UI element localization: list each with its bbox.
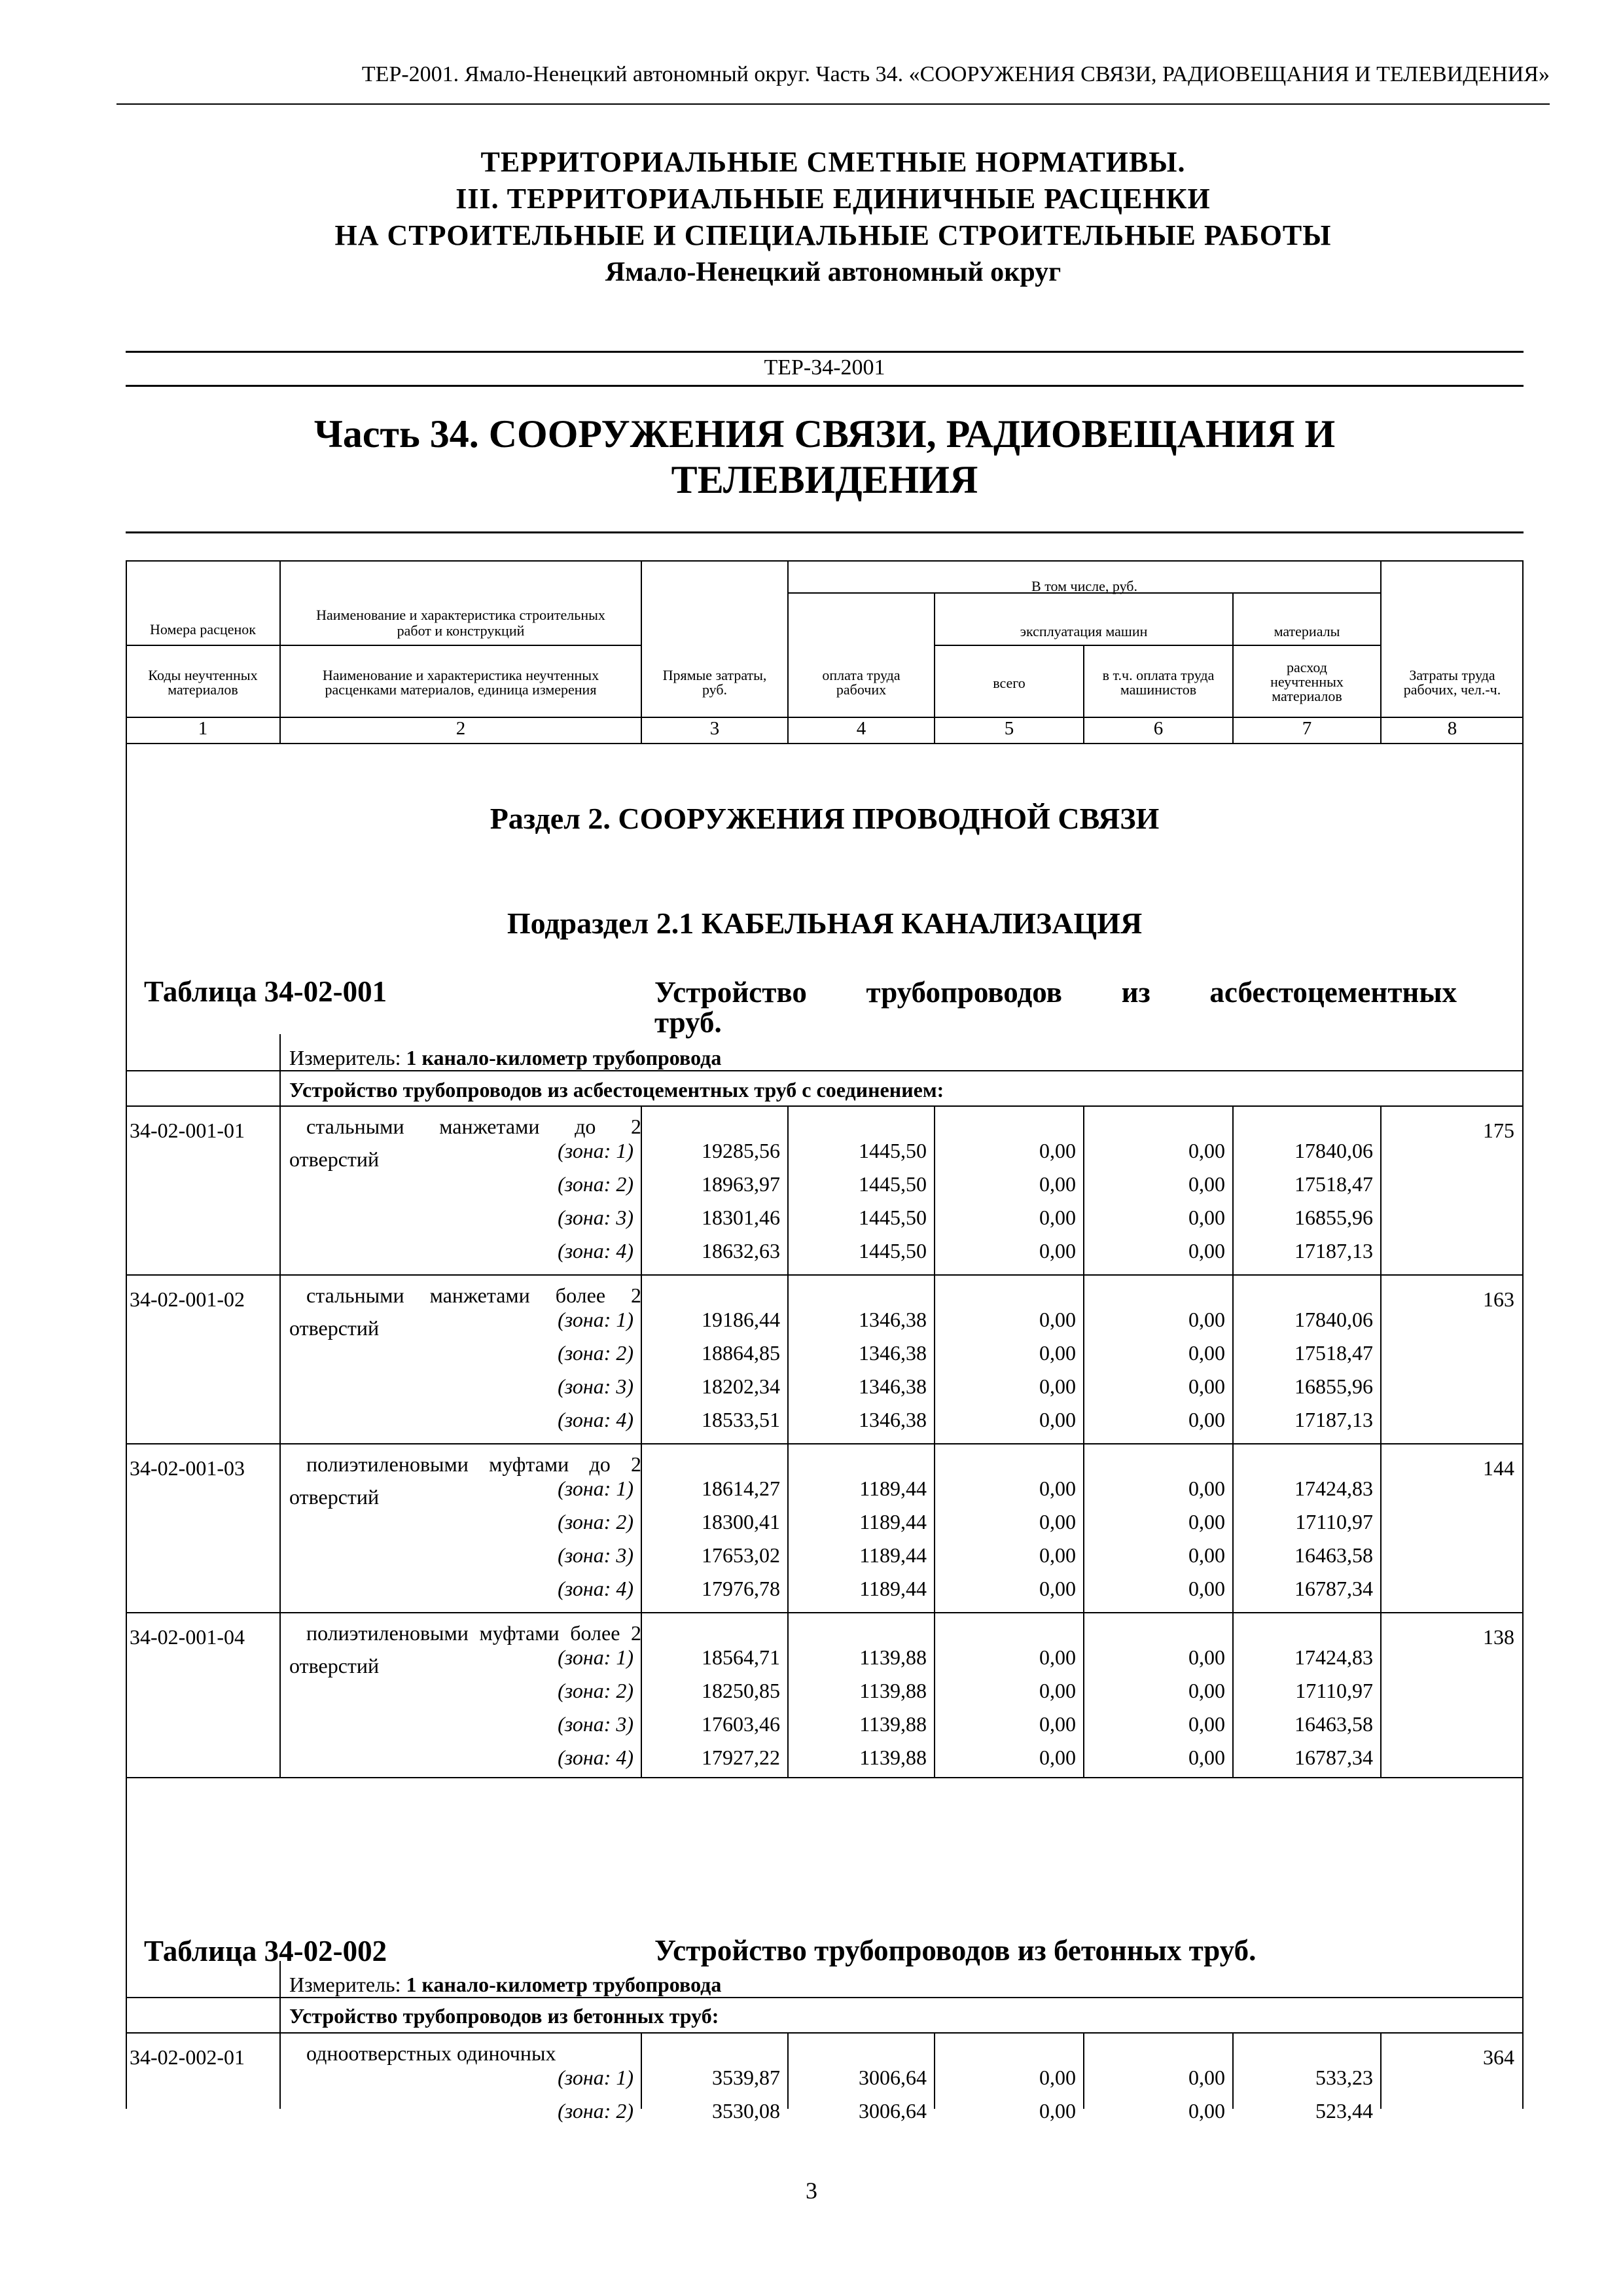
value-materials: 17187,13 bbox=[1294, 1239, 1373, 1263]
zone-label: (зона: 2) bbox=[558, 1679, 633, 1702]
header-operators-l1: в т.ч. оплата труда bbox=[1102, 667, 1215, 683]
labor-cost: 163 bbox=[1483, 1287, 1514, 1311]
value-wages: 1189,44 bbox=[859, 1510, 927, 1534]
value-materials: 16463,58 bbox=[1294, 1712, 1373, 1736]
title-line-1: ТЕРРИТОРИАЛЬНЫЕ СМЕТНЫЕ НОРМАТИВЫ. bbox=[480, 146, 1186, 178]
value-operators: 0,00 bbox=[1188, 1543, 1225, 1567]
column-number-7: 7 bbox=[1302, 718, 1312, 739]
zone-label: (зона: 1) bbox=[558, 1477, 633, 1500]
part-title bbox=[126, 411, 1524, 503]
value-direct: 17976,78 bbox=[702, 1577, 780, 1600]
value-materials: 16787,34 bbox=[1294, 1746, 1373, 1769]
table1-measure bbox=[289, 1045, 721, 1071]
rate-code: 34-02-001-03 bbox=[130, 1456, 245, 1480]
value-direct: 18533,51 bbox=[702, 1408, 780, 1431]
header-labor-l1: Затраты труда bbox=[1409, 667, 1495, 683]
value-direct: 3530,08 bbox=[712, 2099, 780, 2123]
value-direct: 18632,63 bbox=[702, 1239, 780, 1263]
value-materials: 533,23 bbox=[1315, 2066, 1373, 2089]
value-operators: 0,00 bbox=[1188, 2066, 1225, 2089]
header-wages-l1: оплата труда bbox=[822, 667, 901, 683]
code-rule-top bbox=[126, 351, 1524, 353]
zone-label: (зона: 1) bbox=[558, 1645, 633, 1669]
table1-name: Таблица 34-02-001 bbox=[144, 975, 387, 1008]
value-machines: 0,00 bbox=[1039, 1679, 1076, 1702]
header-unaccounted-l2: неучтенных bbox=[1270, 673, 1344, 690]
header-materials: материалы bbox=[1274, 623, 1340, 639]
value-wages: 3006,64 bbox=[859, 2099, 927, 2123]
rate-description: полиэтиленовыми муфтами более 2 отверстий bbox=[289, 1621, 641, 1677]
value-machines: 0,00 bbox=[1039, 1408, 1076, 1431]
zone-label: (зона: 2) bbox=[558, 1510, 633, 1534]
zone-label: (зона: 1) bbox=[558, 1139, 633, 1162]
header-machines: эксплуатация машин bbox=[1020, 623, 1148, 639]
value-direct: 18202,34 bbox=[702, 1374, 780, 1398]
value-machines: 0,00 bbox=[1039, 1206, 1076, 1229]
value-operators: 0,00 bbox=[1188, 1679, 1225, 1702]
value-operators: 0,00 bbox=[1188, 1510, 1225, 1534]
rate-description: стальными манжетами более 2 отверстий bbox=[289, 1283, 641, 1340]
part-title-line-1: Часть 34. СООРУЖЕНИЯ СВЯЗИ, РАДИОВЕЩАНИЯ И bbox=[313, 412, 1336, 456]
value-direct: 18564,71 bbox=[702, 1645, 780, 1669]
header-operators-l2: машинистов bbox=[1120, 681, 1197, 698]
header-unaccounted-l1: расход bbox=[1287, 659, 1327, 675]
value-wages: 1189,44 bbox=[859, 1577, 927, 1600]
header-work-name-l2: работ и конструкций bbox=[397, 622, 525, 639]
value-wages: 1346,38 bbox=[859, 1374, 927, 1398]
header-materials-name-l1: Наименование и характеристика неучтенных bbox=[322, 667, 599, 683]
column-number-2: 2 bbox=[455, 718, 466, 739]
value-operators: 0,00 bbox=[1188, 1239, 1225, 1263]
value-machines: 0,00 bbox=[1039, 1712, 1076, 1736]
header-unaccounted-l3: материалов bbox=[1272, 688, 1342, 704]
table1-title-line-1: Устройство трубопроводов из асбестоцементных bbox=[654, 976, 1457, 1009]
value-machines: 0,00 bbox=[1039, 1746, 1076, 1769]
labor-cost: 138 bbox=[1483, 1625, 1514, 1649]
column-number-8: 8 bbox=[1447, 718, 1457, 739]
table2-group-title: Устройство трубопроводов из бетонных труб: bbox=[289, 2004, 719, 2028]
zone-label: (зона: 2) bbox=[558, 2099, 633, 2123]
subsection-title: Подраздел 2.1 КАБЕЛЬНАЯ КАНАЛИЗАЦИЯ bbox=[507, 906, 1143, 940]
column-number-6: 6 bbox=[1153, 718, 1164, 739]
value-materials: 16787,34 bbox=[1294, 1577, 1373, 1600]
value-materials: 17424,83 bbox=[1294, 1645, 1373, 1669]
rate-code: 34-02-001-01 bbox=[130, 1119, 245, 1142]
value-operators: 0,00 bbox=[1188, 1408, 1225, 1431]
page-number: 3 bbox=[806, 2178, 817, 2204]
value-materials: 17187,13 bbox=[1294, 1408, 1373, 1431]
document-code: ТЕР-34-2001 bbox=[764, 355, 885, 380]
zone-label: (зона: 1) bbox=[558, 2066, 633, 2089]
value-wages: 1139,88 bbox=[859, 1746, 927, 1769]
table2-measure-value: 1 канало-километр трубопровода bbox=[406, 1973, 722, 1996]
value-materials: 17518,47 bbox=[1294, 1341, 1373, 1365]
value-materials: 16855,96 bbox=[1294, 1374, 1373, 1398]
rate-description: полиэтиленовыми муфтами до 2 отверстий bbox=[289, 1452, 641, 1509]
value-machines: 0,00 bbox=[1039, 2099, 1076, 2123]
zone-label: (зона: 4) bbox=[558, 1746, 633, 1769]
table2-measure bbox=[289, 1971, 721, 1998]
title-line-4: Ямало-Ненецкий автономный округ bbox=[605, 257, 1061, 287]
value-operators: 0,00 bbox=[1188, 1577, 1225, 1600]
header-including: В том числе, руб. bbox=[1031, 578, 1137, 594]
part-title-line-2: ТЕЛЕВИДЕНИЯ bbox=[671, 458, 978, 501]
value-wages: 1189,44 bbox=[859, 1543, 927, 1567]
value-wages: 1445,50 bbox=[859, 1139, 927, 1162]
value-machines: 0,00 bbox=[1039, 1308, 1076, 1331]
value-wages: 1189,44 bbox=[859, 1477, 927, 1500]
labor-cost: 175 bbox=[1483, 1119, 1514, 1142]
value-materials: 16855,96 bbox=[1294, 1206, 1373, 1229]
table2-title: Устройство трубопроводов из бетонных труб. bbox=[654, 1934, 1257, 1967]
table2-name: Таблица 34-02-002 bbox=[144, 1935, 387, 1967]
value-wages: 1445,50 bbox=[859, 1172, 927, 1196]
value-wages: 1139,88 bbox=[859, 1645, 927, 1669]
rate-code: 34-02-001-02 bbox=[130, 1287, 245, 1311]
header-machines-total: всего bbox=[993, 675, 1026, 691]
value-operators: 0,00 bbox=[1188, 1341, 1225, 1365]
rate-code: 34-02-002-01 bbox=[130, 2045, 245, 2069]
value-machines: 0,00 bbox=[1039, 1477, 1076, 1500]
value-wages: 1139,88 bbox=[859, 1679, 927, 1702]
value-machines: 0,00 bbox=[1039, 1374, 1076, 1398]
zone-label: (зона: 2) bbox=[558, 1341, 633, 1365]
value-materials: 523,44 bbox=[1315, 2099, 1373, 2123]
column-number-4: 4 bbox=[856, 718, 866, 739]
header-codes-l1: Коды неучтенных bbox=[148, 667, 258, 683]
running-head-rule bbox=[116, 103, 1550, 105]
value-machines: 0,00 bbox=[1039, 1239, 1076, 1263]
zone-label: (зона: 1) bbox=[558, 1308, 633, 1331]
title-line-3: НА СТРОИТЕЛЬНЫЕ И СПЕЦИАЛЬНЫЕ СТРОИТЕЛЬНЫЕ РАБОТЫ bbox=[334, 219, 1332, 251]
value-materials: 16463,58 bbox=[1294, 1543, 1373, 1567]
header-direct-costs-l2: руб. bbox=[702, 681, 728, 698]
labor-cost: 364 bbox=[1483, 2045, 1514, 2069]
rates-table bbox=[126, 560, 1524, 2123]
value-wages: 3006,64 bbox=[859, 2066, 927, 2089]
value-wages: 1445,50 bbox=[859, 1206, 927, 1229]
labor-cost: 144 bbox=[1483, 1456, 1514, 1480]
header-direct-costs-l1: Прямые затраты, bbox=[662, 667, 767, 683]
zone-label: (зона: 3) bbox=[558, 1206, 633, 1229]
value-direct: 17603,46 bbox=[702, 1712, 780, 1736]
value-materials: 17110,97 bbox=[1295, 1679, 1373, 1702]
value-machines: 0,00 bbox=[1039, 1510, 1076, 1534]
value-machines: 0,00 bbox=[1039, 1543, 1076, 1567]
value-materials: 17518,47 bbox=[1294, 1172, 1373, 1196]
value-machines: 0,00 bbox=[1039, 1172, 1076, 1196]
zone-label: (зона: 4) bbox=[558, 1577, 633, 1600]
zone-label: (зона: 4) bbox=[558, 1408, 633, 1431]
value-operators: 0,00 bbox=[1188, 1374, 1225, 1398]
document-title bbox=[116, 144, 1550, 291]
value-wages: 1346,38 bbox=[859, 1308, 927, 1331]
value-direct: 18301,46 bbox=[702, 1206, 780, 1229]
value-wages: 1445,50 bbox=[859, 1239, 927, 1263]
value-direct: 17927,22 bbox=[702, 1746, 780, 1769]
value-wages: 1346,38 bbox=[859, 1408, 927, 1431]
code-rule-bottom bbox=[126, 385, 1524, 387]
value-direct: 19186,44 bbox=[702, 1308, 780, 1331]
header-codes-l2: материалов bbox=[168, 681, 238, 698]
value-direct: 18614,27 bbox=[702, 1477, 780, 1500]
value-materials: 17110,97 bbox=[1295, 1510, 1373, 1534]
value-operators: 0,00 bbox=[1188, 1477, 1225, 1500]
table1-group-title: Устройство трубопроводов из асбестоцементных труб с соединением: bbox=[289, 1078, 944, 1102]
value-machines: 0,00 bbox=[1039, 1645, 1076, 1669]
value-operators: 0,00 bbox=[1188, 1746, 1225, 1769]
value-materials: 17424,83 bbox=[1294, 1477, 1373, 1500]
zone-label: (зона: 4) bbox=[558, 1239, 633, 1263]
value-operators: 0,00 bbox=[1188, 1645, 1225, 1669]
column-number-5: 5 bbox=[1004, 718, 1014, 739]
value-direct: 18963,97 bbox=[702, 1172, 780, 1196]
header-wages-l2: рабочих bbox=[836, 681, 887, 698]
value-materials: 17840,06 bbox=[1294, 1139, 1373, 1162]
rate-code: 34-02-001-04 bbox=[130, 1625, 245, 1649]
value-direct: 3539,87 bbox=[712, 2066, 780, 2089]
value-direct: 18250,85 bbox=[702, 1679, 780, 1702]
rate-description: одноотверстных одиночных bbox=[306, 2041, 556, 2065]
table2-measure-label: Измеритель: bbox=[289, 1973, 401, 1996]
header-materials-name-l2: расценками материалов, единица измерения bbox=[325, 681, 597, 698]
column-number-3: 3 bbox=[709, 718, 720, 739]
value-machines: 0,00 bbox=[1039, 1139, 1076, 1162]
header-labor-l2: рабочих, чел.-ч. bbox=[1403, 681, 1501, 698]
zone-label: (зона: 3) bbox=[558, 1374, 633, 1398]
value-machines: 0,00 bbox=[1039, 1577, 1076, 1600]
value-operators: 0,00 bbox=[1188, 1206, 1225, 1229]
value-operators: 0,00 bbox=[1188, 1172, 1225, 1196]
running-head: ТЕР-2001. Ямало-Ненецкий автономный округ. Часть 34. «СООРУЖЕНИЯ СВЯЗИ, РАДИОВЕЩАНИЯ И ТЕЛЕВИДЕНИЯ» bbox=[361, 62, 1550, 86]
section-title: Раздел 2. СООРУЖЕНИЯ ПРОВОДНОЙ СВЯЗИ bbox=[490, 802, 1160, 835]
value-direct: 18864,85 bbox=[702, 1341, 780, 1365]
header-work-name-l1: Наименование и характеристика строительных bbox=[316, 607, 605, 623]
value-operators: 0,00 bbox=[1188, 2099, 1225, 2123]
value-direct: 18300,41 bbox=[702, 1510, 780, 1534]
value-machines: 0,00 bbox=[1039, 2066, 1076, 2089]
value-machines: 0,00 bbox=[1039, 1341, 1076, 1365]
value-operators: 0,00 bbox=[1188, 1139, 1225, 1162]
table1-title-line-2: труб. bbox=[654, 1006, 722, 1039]
table1-measure-label: Измеритель: bbox=[289, 1046, 401, 1069]
table1-measure-value: 1 канало-километр трубопровода bbox=[406, 1046, 722, 1069]
value-operators: 0,00 bbox=[1188, 1308, 1225, 1331]
value-direct: 19285,56 bbox=[702, 1139, 780, 1162]
title-line-2: III. ТЕРРИТОРИАЛЬНЫЕ ЕДИНИЧНЫЕ РАСЦЕНКИ bbox=[455, 183, 1211, 215]
part-rule bbox=[126, 531, 1524, 533]
value-materials: 17840,06 bbox=[1294, 1308, 1373, 1331]
value-wages: 1139,88 bbox=[859, 1712, 927, 1736]
zone-label: (зона: 3) bbox=[558, 1543, 633, 1567]
column-number-1: 1 bbox=[198, 718, 208, 739]
value-direct: 17653,02 bbox=[702, 1543, 780, 1567]
zone-label: (зона: 3) bbox=[558, 1712, 633, 1736]
zone-label: (зона: 2) bbox=[558, 1172, 633, 1196]
rate-description: стальными манжетами до 2 отверстий bbox=[289, 1115, 641, 1171]
header-rate-numbers: Номера расценок bbox=[150, 621, 256, 637]
value-wages: 1346,38 bbox=[859, 1341, 927, 1365]
value-operators: 0,00 bbox=[1188, 1712, 1225, 1736]
